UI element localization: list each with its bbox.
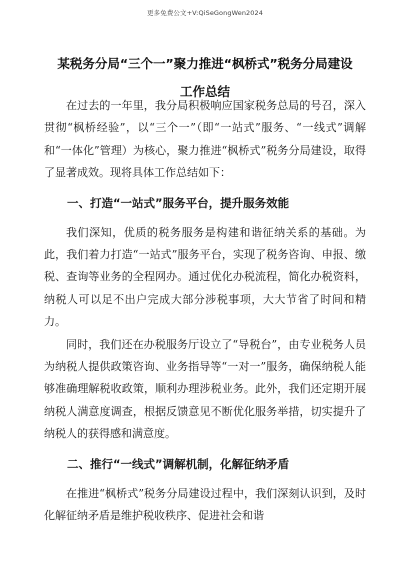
header-note: 更多免费公文+V:QiSeGongWen2024 bbox=[147, 9, 263, 17]
section-heading-1: 一、打造“一站式”服务平台，提升服务效能 bbox=[67, 195, 290, 210]
title-line-1: 某税务分局“三个一”聚力推进“枫桥式”税务分局建设 bbox=[57, 56, 353, 71]
document-body bbox=[44, 95, 366, 528]
title-line-2: 工作总结 bbox=[179, 84, 230, 99]
body-paragraph-1: 我们深知，优质的税务服务是构建和谐征纳关系的基础。为此，我们着力打造“一站式”服务平台，实现了税务咨询、申报、缴税、查询等业务的全程网办。通过优化办税流程，简化办税资料，纳税人可以足不出户完成大部分涉税事项，大大节省了时间和精力。 bbox=[44, 225, 366, 329]
intro-paragraph: 在过去的一年里，我分局积极响应国家税务总局的号召，深入贯彻“枫桥经验”，以“三个一”（即“一站式”服务、“一线式”调解和“一体化”管理）为核心，聚力推进“枫桥式”税务分局建设，取得了显著成效。现将具体工作总结如下： bbox=[44, 99, 366, 180]
body-paragraph-2: 同时，我们还在办税服务厅设立了“导税台”，由专业税务人员为纳税人提供政策咨询、业务指导等“一对一”服务，确保纳税人能够准确理解税收政策，顺利办理涉税业务。此外，我们还定期开展纳税人满意度调查，根据反馈意见不断优化服务举措，切实提升了纳税人的获得感和满意度。 bbox=[44, 337, 366, 441]
body-paragraph-3: 在推进“枫桥式”税务分局建设过程中，我们深刻认识到，及时化解征纳矛盾是维护税收秩序、促进社会和谐 bbox=[44, 486, 366, 523]
section-heading-2: 二、推行“一线式”调解机制，化解征纳矛盾 bbox=[67, 456, 290, 471]
